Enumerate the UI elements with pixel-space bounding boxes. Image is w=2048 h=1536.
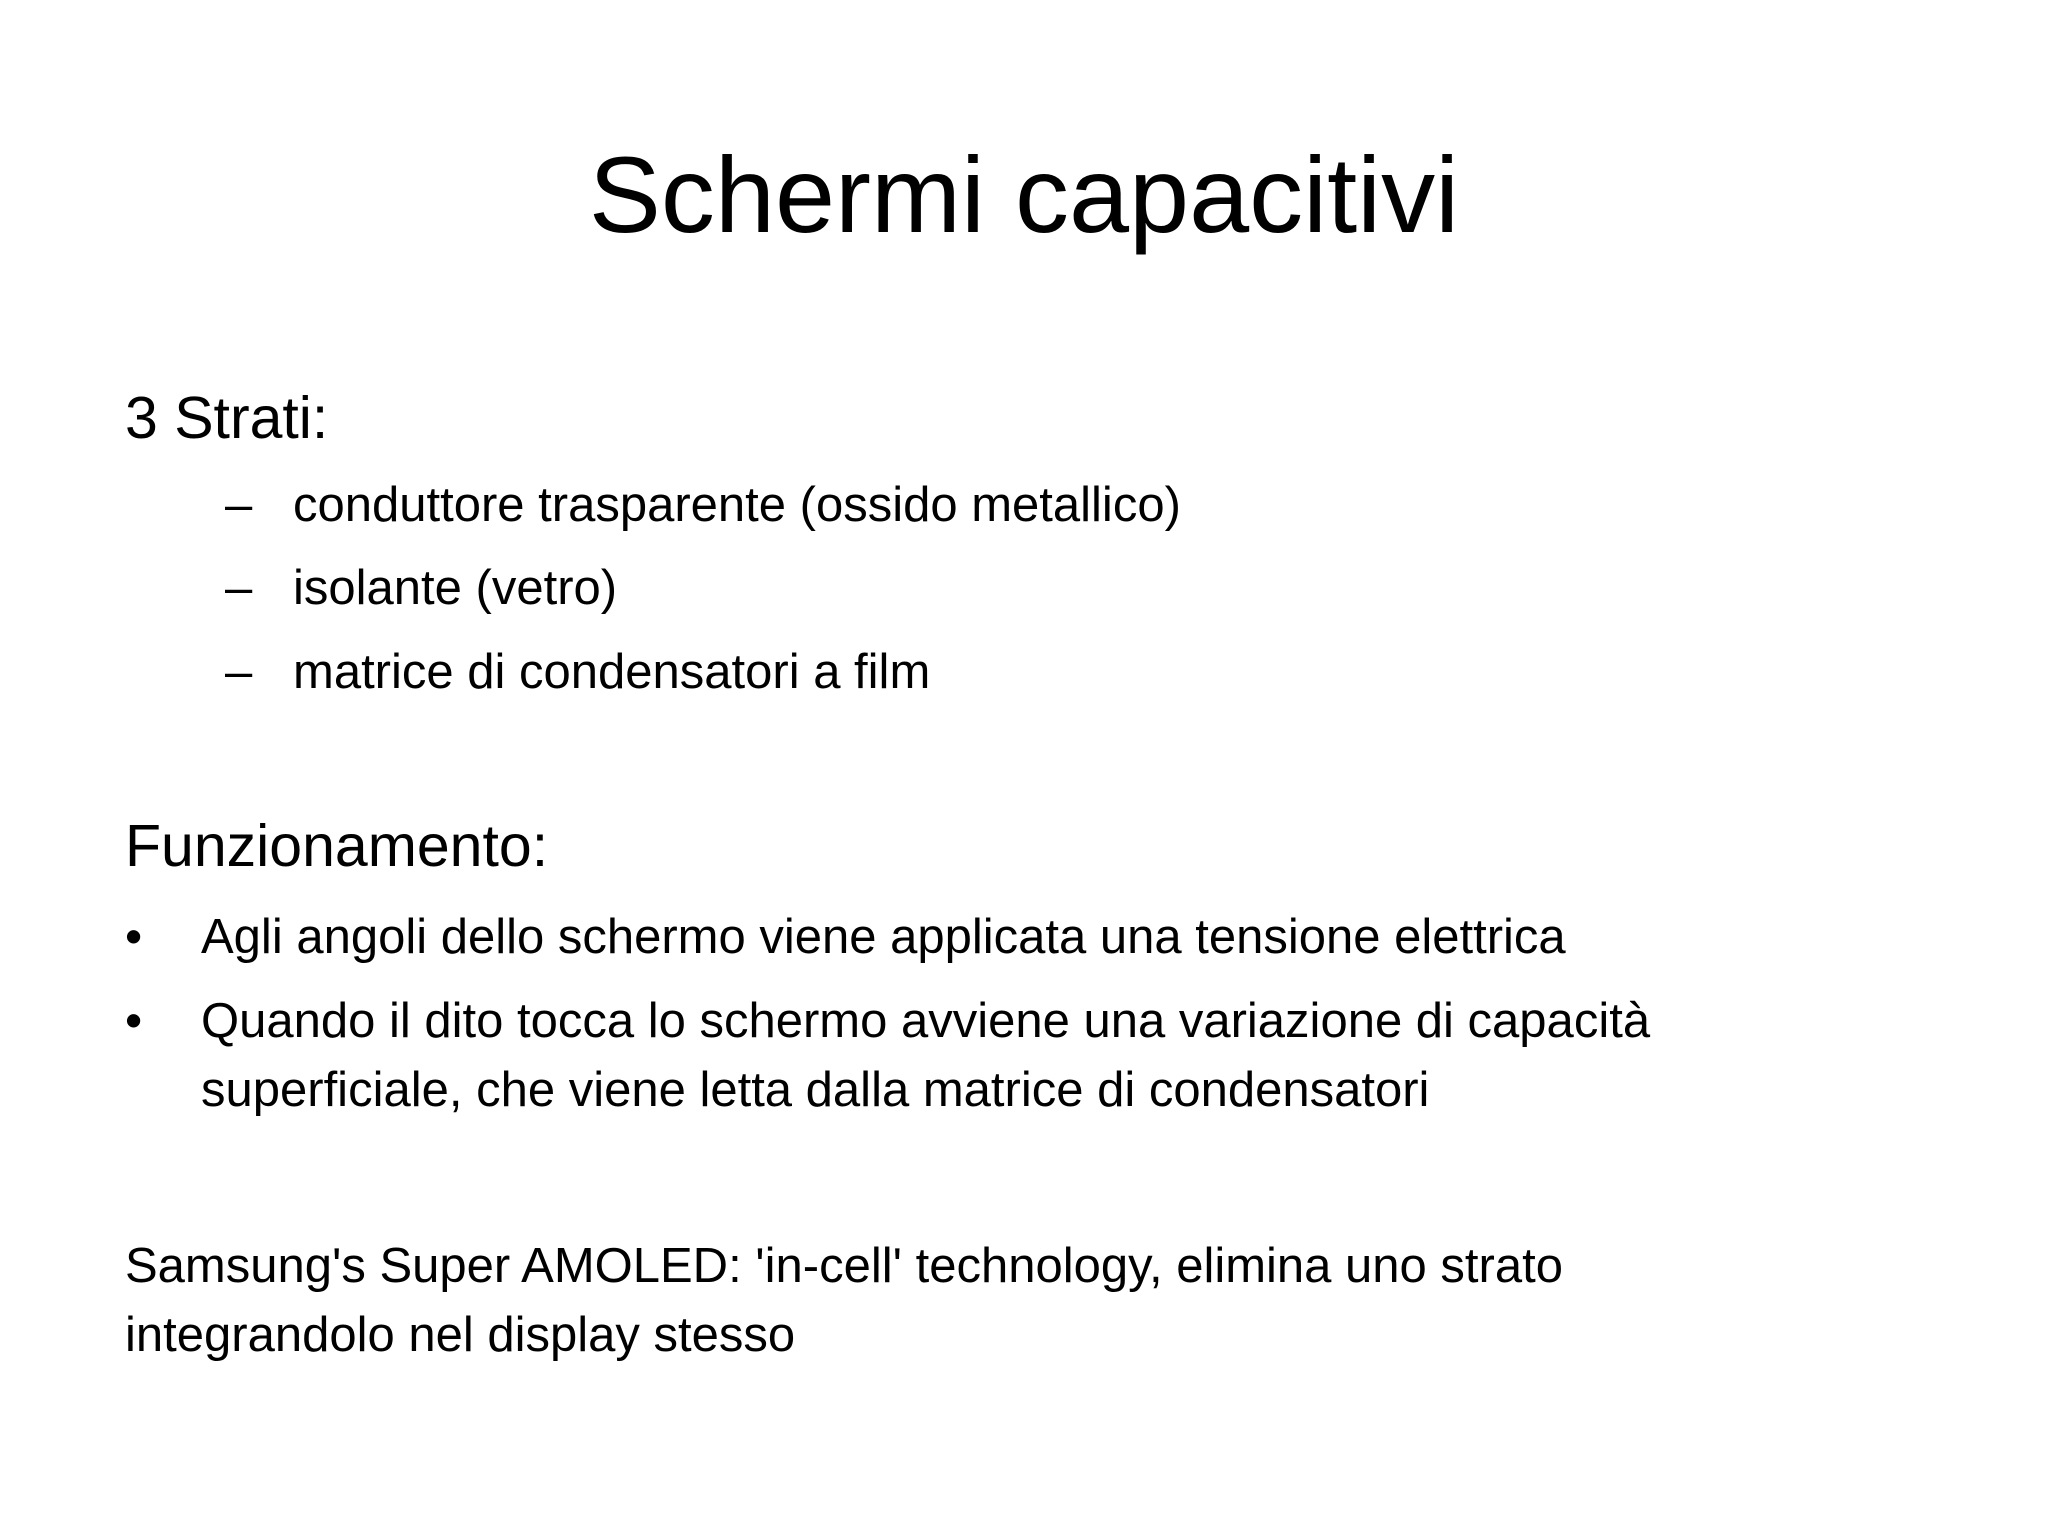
operation-heading: Funzionamento: <box>125 813 549 879</box>
layer-item-text: conduttore trasparente (ossido metallico) <box>293 478 1181 532</box>
layer-item-text: matrice di condensatori a film <box>293 645 931 699</box>
layer-item <box>225 641 930 703</box>
operation-item-text: Agli angoli dello schermo viene applicata una tensione elettrica <box>201 910 1566 964</box>
layer-item <box>225 557 617 619</box>
bullet-marker: • <box>125 910 143 964</box>
dash-marker: – <box>225 478 253 532</box>
layer-item-text: isolante (vetro) <box>293 561 618 615</box>
operation-item <box>125 987 1825 1125</box>
footnote-text: Samsung's Super AMOLED: 'in-cell' technology, elimina uno strato integrandolo nel display stesso <box>125 1239 1563 1362</box>
operation-item <box>125 903 1825 972</box>
dash-marker: – <box>225 561 253 615</box>
layers-heading: 3 Strati: <box>125 385 329 451</box>
slide-title: Schermi capacitivi <box>588 134 1460 255</box>
operation-item-text: Quando il dito tocca lo schermo avviene una variazione di capacità superficiale, che viene letta dalla matrice di condensatori <box>201 994 1651 1117</box>
layer-item <box>225 474 1181 536</box>
dash-marker: – <box>225 645 253 699</box>
bullet-marker: • <box>125 994 143 1048</box>
